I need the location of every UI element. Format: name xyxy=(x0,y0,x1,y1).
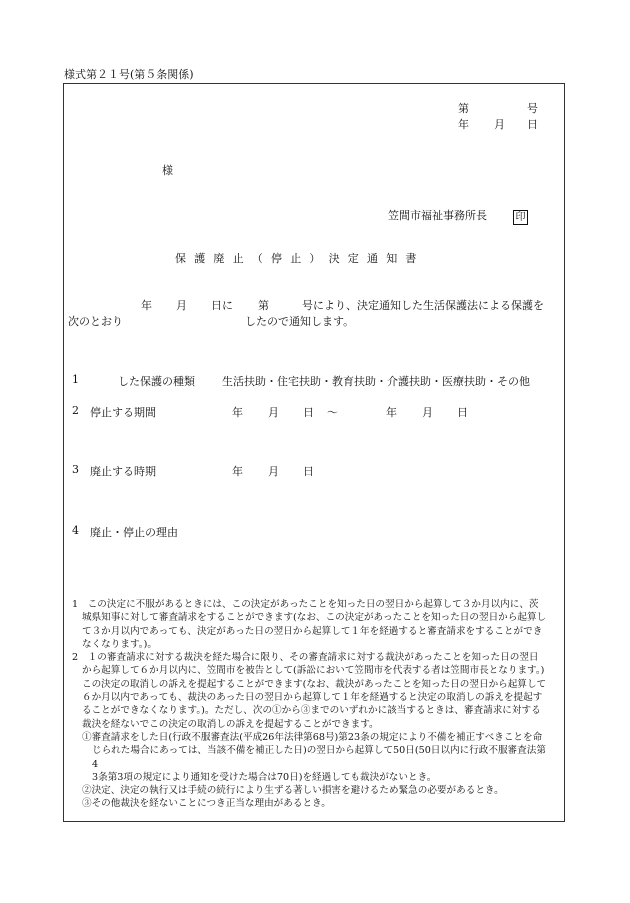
intro-line2-start: 次のとおり xyxy=(68,315,123,328)
issuer-name: 笠間市福祉事務所長 xyxy=(388,209,487,222)
addressee-suffix: 様 xyxy=(162,164,173,177)
notes-section xyxy=(72,598,548,811)
note-1-line-4: なくなります。)。 xyxy=(82,638,157,650)
number-suffix: 号 xyxy=(527,102,538,115)
form-number-label: 様式第２１号(第５条関係) xyxy=(64,68,194,81)
item-3-month: 月 xyxy=(268,465,279,478)
item-3-label: 廃止する時期 xyxy=(90,465,156,478)
item-3-number: 3 xyxy=(72,463,79,476)
item-3-day: 日 xyxy=(303,465,314,478)
seal-mark xyxy=(513,205,528,225)
item-2-year-to: 年 xyxy=(386,406,397,419)
item-2-year-from: 年 xyxy=(232,406,243,419)
date-month: 月 xyxy=(494,118,505,131)
intro-month: 月 xyxy=(176,299,187,312)
seal-text: 印 xyxy=(513,210,528,225)
item-4-number: 4 xyxy=(72,524,79,537)
intro-year: 年 xyxy=(141,299,152,312)
note-1-line-1 xyxy=(72,598,548,611)
document-title: 保護廃止（停止）決定通知書 xyxy=(175,252,425,265)
note-2-line-2: から起算して６か月以内に、笠間市を被告として(訴訟において笠間市を代表する者は笠間市長となります。) xyxy=(82,665,545,677)
date-day: 日 xyxy=(527,118,538,131)
note-1-number: 1 xyxy=(72,599,79,610)
item-2-label: 停止する期間 xyxy=(90,406,156,419)
item-2-day-from: 日 xyxy=(303,406,314,419)
item-1-label: した保護の種類 xyxy=(118,375,195,388)
sub-1-line-1: ①審査請求をした日(行政不服審査法(平成26年法律第68号)第23条の規定により不備を補正すべきことを命 xyxy=(82,731,543,743)
item-2-tilde: ～ xyxy=(327,406,338,419)
note-2-line-4: ６か月以内であっても、裁決のあった日の翌日から起算して１年を経過すると決定の取消しの訴えを提起す xyxy=(82,692,543,704)
note-2-line-1 xyxy=(72,651,548,664)
item-1-number: 1 xyxy=(72,373,79,386)
note-1-line-3: て３か月以内であっても、決定があった日の翌日から起算して１年を経過すると審査請求をすることができ xyxy=(82,625,543,637)
date-year: 年 xyxy=(458,118,469,131)
sub-1-line-2: じられた場合にあっては、当該不備を補正した日)の翌日から起算して50日(50日以内に行政不服審査法第4 xyxy=(92,745,546,770)
item-2-day-to: 日 xyxy=(457,406,468,419)
sub-3: ③その他裁決を経ないことにつき正当な理由があるとき。 xyxy=(82,798,331,810)
note-2-line-3: この決定の取消しの訴えを提起することができます(なお、裁決があったことを知った日の翌日から起算して xyxy=(82,678,547,690)
sub-1-line-3: 3条第3項の規定により通知を受けた場合は70日)を経過しても裁決がないとき。 xyxy=(92,771,437,783)
intro-dai: 第 xyxy=(258,299,269,312)
item-2-month-to: 月 xyxy=(422,406,433,419)
note-2-line-5: ることができなくなります。)。ただし、次の①から③までのいずれかに該当するときは、審査請求に対する xyxy=(82,705,541,717)
number-prefix: 第 xyxy=(458,102,469,115)
item-4-label: 廃止・停止の理由 xyxy=(90,526,178,539)
note-2-line-6: 裁決を経ないでこの決定の取消しの訴えを提起することができます。 xyxy=(82,718,379,730)
note-2-text-1: １の審査請求に対する裁決を経た場合に限り、その審査請求に対する裁決があったことを知った日の翌日 xyxy=(87,652,539,664)
note-2-number: 2 xyxy=(72,652,79,664)
note-1-line-2: 城県知事に対して審査請求をすることができます(なお、この決定があったことを知った日の翌日から起算し xyxy=(82,612,547,624)
item-1-value: 生活扶助・住宅扶助・教育扶助・介護扶助・医療扶助・その他 xyxy=(222,375,530,388)
item-3-year: 年 xyxy=(232,465,243,478)
note-1-text-1: この決定に不服があるときには、この決定があったことを知った日の翌日から起算して３か月以内に、茨 xyxy=(87,599,539,610)
item-2-number: 2 xyxy=(72,404,79,417)
item-2-month-from: 月 xyxy=(268,406,279,419)
intro-line2-end: したので通知します。 xyxy=(245,315,355,328)
intro-day: 日に xyxy=(211,299,233,312)
intro-line1-rest: 号により、決定通知した生活保護法による保護を xyxy=(302,299,544,312)
sub-2: ②決定、決定の執行又は手続の続行により生ずる著しい損害を避けるため緊急の必要があるとき。 xyxy=(82,785,504,797)
